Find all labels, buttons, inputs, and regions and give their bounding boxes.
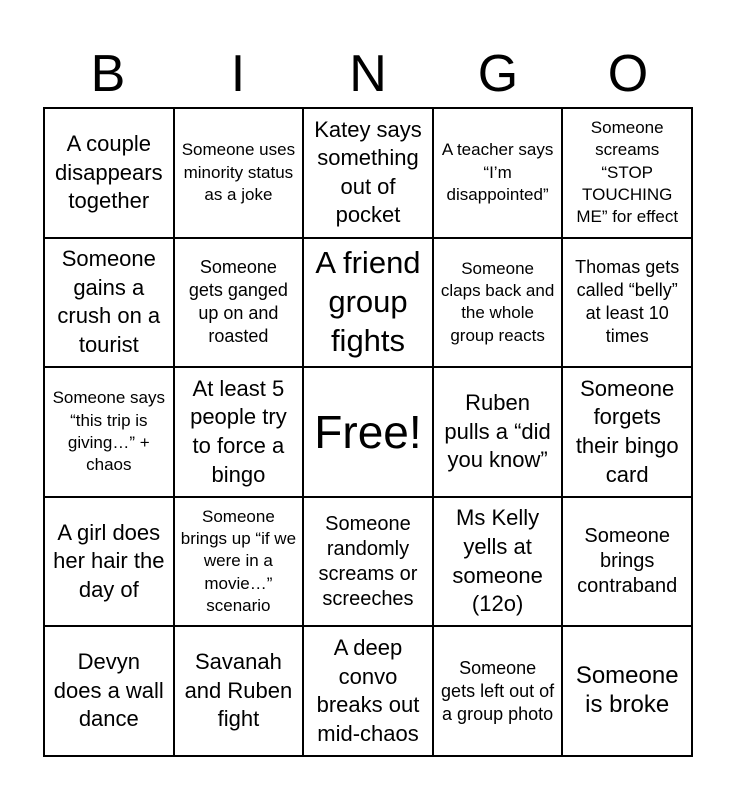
header-letter-b: B <box>90 45 126 103</box>
bingo-cell[interactable] <box>434 368 564 498</box>
header-letter-o: O <box>607 45 649 103</box>
bingo-cell[interactable] <box>434 627 564 757</box>
bingo-cell[interactable] <box>45 109 175 239</box>
cell-text: Someone gains a crush on a tourist <box>57 246 161 357</box>
bingo-cell[interactable] <box>45 498 175 628</box>
bingo-cell[interactable] <box>304 627 434 757</box>
header-letter-i: I <box>230 45 246 103</box>
cell-text: Someone brings contraband <box>577 525 678 598</box>
bingo-cell[interactable] <box>563 109 693 239</box>
cell-text: A deep convo breaks out mid-chaos <box>316 635 420 746</box>
cell-text: At least 5 people try to force a bingo <box>190 375 287 487</box>
bingo-cell[interactable] <box>563 239 693 369</box>
bingo-cell[interactable] <box>45 627 175 757</box>
cell-text: Someone gets ganged up on and roasted <box>188 257 288 347</box>
cell-text: Ms Kelly yells at someone (12o) <box>452 505 543 617</box>
cell-text: Someone brings up “if we were in a movie…” scenario <box>180 506 297 616</box>
bingo-cell[interactable] <box>175 498 305 628</box>
cell-text: Someone claps back and the whole group reacts <box>440 258 555 345</box>
cell-text: Savanah and Ruben fight <box>184 649 293 732</box>
bingo-cell[interactable] <box>563 627 693 757</box>
cell-text: Someone gets left out of a group photo <box>441 657 555 724</box>
bingo-cell[interactable] <box>563 498 693 628</box>
bingo-cell[interactable] <box>175 627 305 757</box>
bingo-cell[interactable] <box>434 109 564 239</box>
cell-text: A friend group fights <box>315 245 421 358</box>
bingo-cell[interactable] <box>175 368 305 498</box>
cell-text: Someone is broke <box>575 662 679 719</box>
bingo-header <box>43 40 693 108</box>
cell-text: Katey says something out of pocket <box>314 116 422 228</box>
cell-text: Thomas gets called “belly” at least 10 times <box>575 257 680 347</box>
cell-text: A girl does her hair the day of <box>53 519 165 602</box>
cell-text: Someone says “this trip is giving…” + chaos <box>52 388 166 475</box>
cell-text: Someone uses minority status as a joke <box>181 140 296 205</box>
free-space-text: Free! <box>314 405 422 458</box>
bingo-cell[interactable] <box>45 239 175 369</box>
cell-text: A teacher says “I’m disappointed” <box>441 140 554 205</box>
cell-text: Ruben pulls a “did you know” <box>444 390 551 473</box>
cell-text: Devyn does a wall dance <box>53 649 164 732</box>
bingo-cell[interactable] <box>304 498 434 628</box>
cell-text: Someone screams “STOP TOUCHING ME” for effect <box>576 117 679 227</box>
bingo-cell[interactable] <box>304 109 434 239</box>
cell-text: A couple disappears together <box>54 130 163 214</box>
bingo-cell[interactable] <box>45 368 175 498</box>
cell-text: Someone randomly screams or screeches <box>318 512 418 610</box>
bingo-cell[interactable] <box>563 368 693 498</box>
bingo-cell[interactable] <box>175 239 305 369</box>
bingo-cell[interactable] <box>304 239 434 369</box>
header-letter-n: N <box>349 45 387 103</box>
bingo-cell[interactable] <box>434 498 564 628</box>
bingo-cell[interactable] <box>175 109 305 239</box>
header-letter-g: G <box>477 45 519 103</box>
bingo-grid <box>43 107 693 757</box>
bingo-cell-free[interactable] <box>304 368 434 498</box>
cell-text: Someone forgets their bingo card <box>575 375 679 487</box>
bingo-cell[interactable] <box>434 239 564 369</box>
